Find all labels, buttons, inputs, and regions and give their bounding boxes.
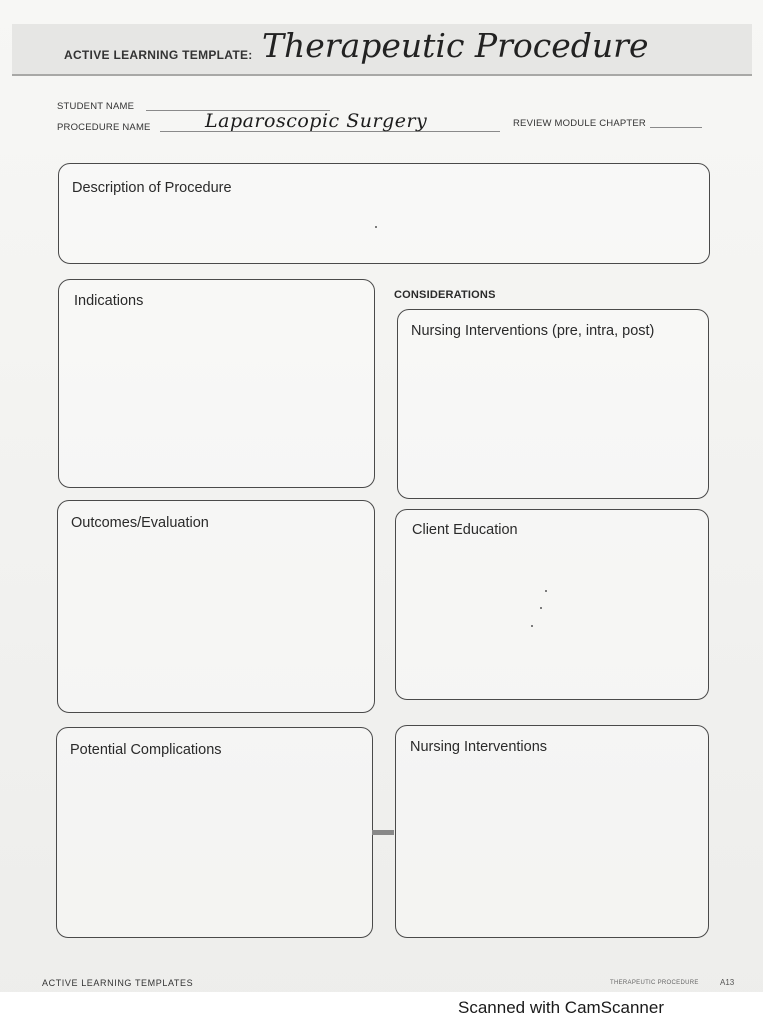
procedure-name-label: PROCEDURE NAME	[57, 122, 151, 133]
template-title: Therapeutic Procedure	[262, 26, 649, 65]
nursing-interventions-box[interactable]	[395, 725, 709, 938]
template-label: ACTIVE LEARNING TEMPLATE:	[64, 48, 253, 62]
box-connector	[372, 830, 394, 835]
speck	[531, 625, 533, 627]
student-name-label: STUDENT NAME	[57, 101, 135, 112]
scanner-watermark: Scanned with CamScanner	[458, 998, 665, 1017]
page-number: A13	[720, 978, 735, 987]
complications-box[interactable]	[56, 727, 373, 938]
nursing-interventions-periop-box[interactable]	[397, 309, 709, 499]
description-title: Description of Procedure	[72, 180, 232, 196]
client-education-box[interactable]	[395, 509, 709, 700]
procedure-name-value: Laparoscopic Surgery	[205, 110, 428, 132]
footer-right-text: THERAPEUTIC PROCEDURE	[610, 980, 699, 986]
speck	[375, 226, 377, 228]
nursing-interventions-title: Nursing Interventions	[410, 739, 548, 755]
review-module-line[interactable]	[650, 127, 702, 128]
outcomes-title: Outcomes/Evaluation	[71, 515, 209, 531]
indications-title: Indications	[74, 293, 144, 309]
review-module-label: REVIEW MODULE CHAPTER	[513, 118, 646, 129]
speck	[545, 590, 547, 592]
indications-box[interactable]	[58, 279, 375, 488]
complications-title: Potential Complications	[70, 742, 222, 758]
nursing-interventions-periop-title: Nursing Interventions (pre, intra, post)	[411, 323, 655, 339]
outcomes-box[interactable]	[57, 500, 375, 713]
considerations-heading: CONSIDERATIONS	[394, 289, 496, 301]
speck	[540, 607, 542, 609]
client-education-title: Client Education	[412, 522, 518, 538]
description-box[interactable]	[58, 163, 710, 264]
footer-left-text: ACTIVE LEARNING TEMPLATES	[42, 978, 194, 988]
